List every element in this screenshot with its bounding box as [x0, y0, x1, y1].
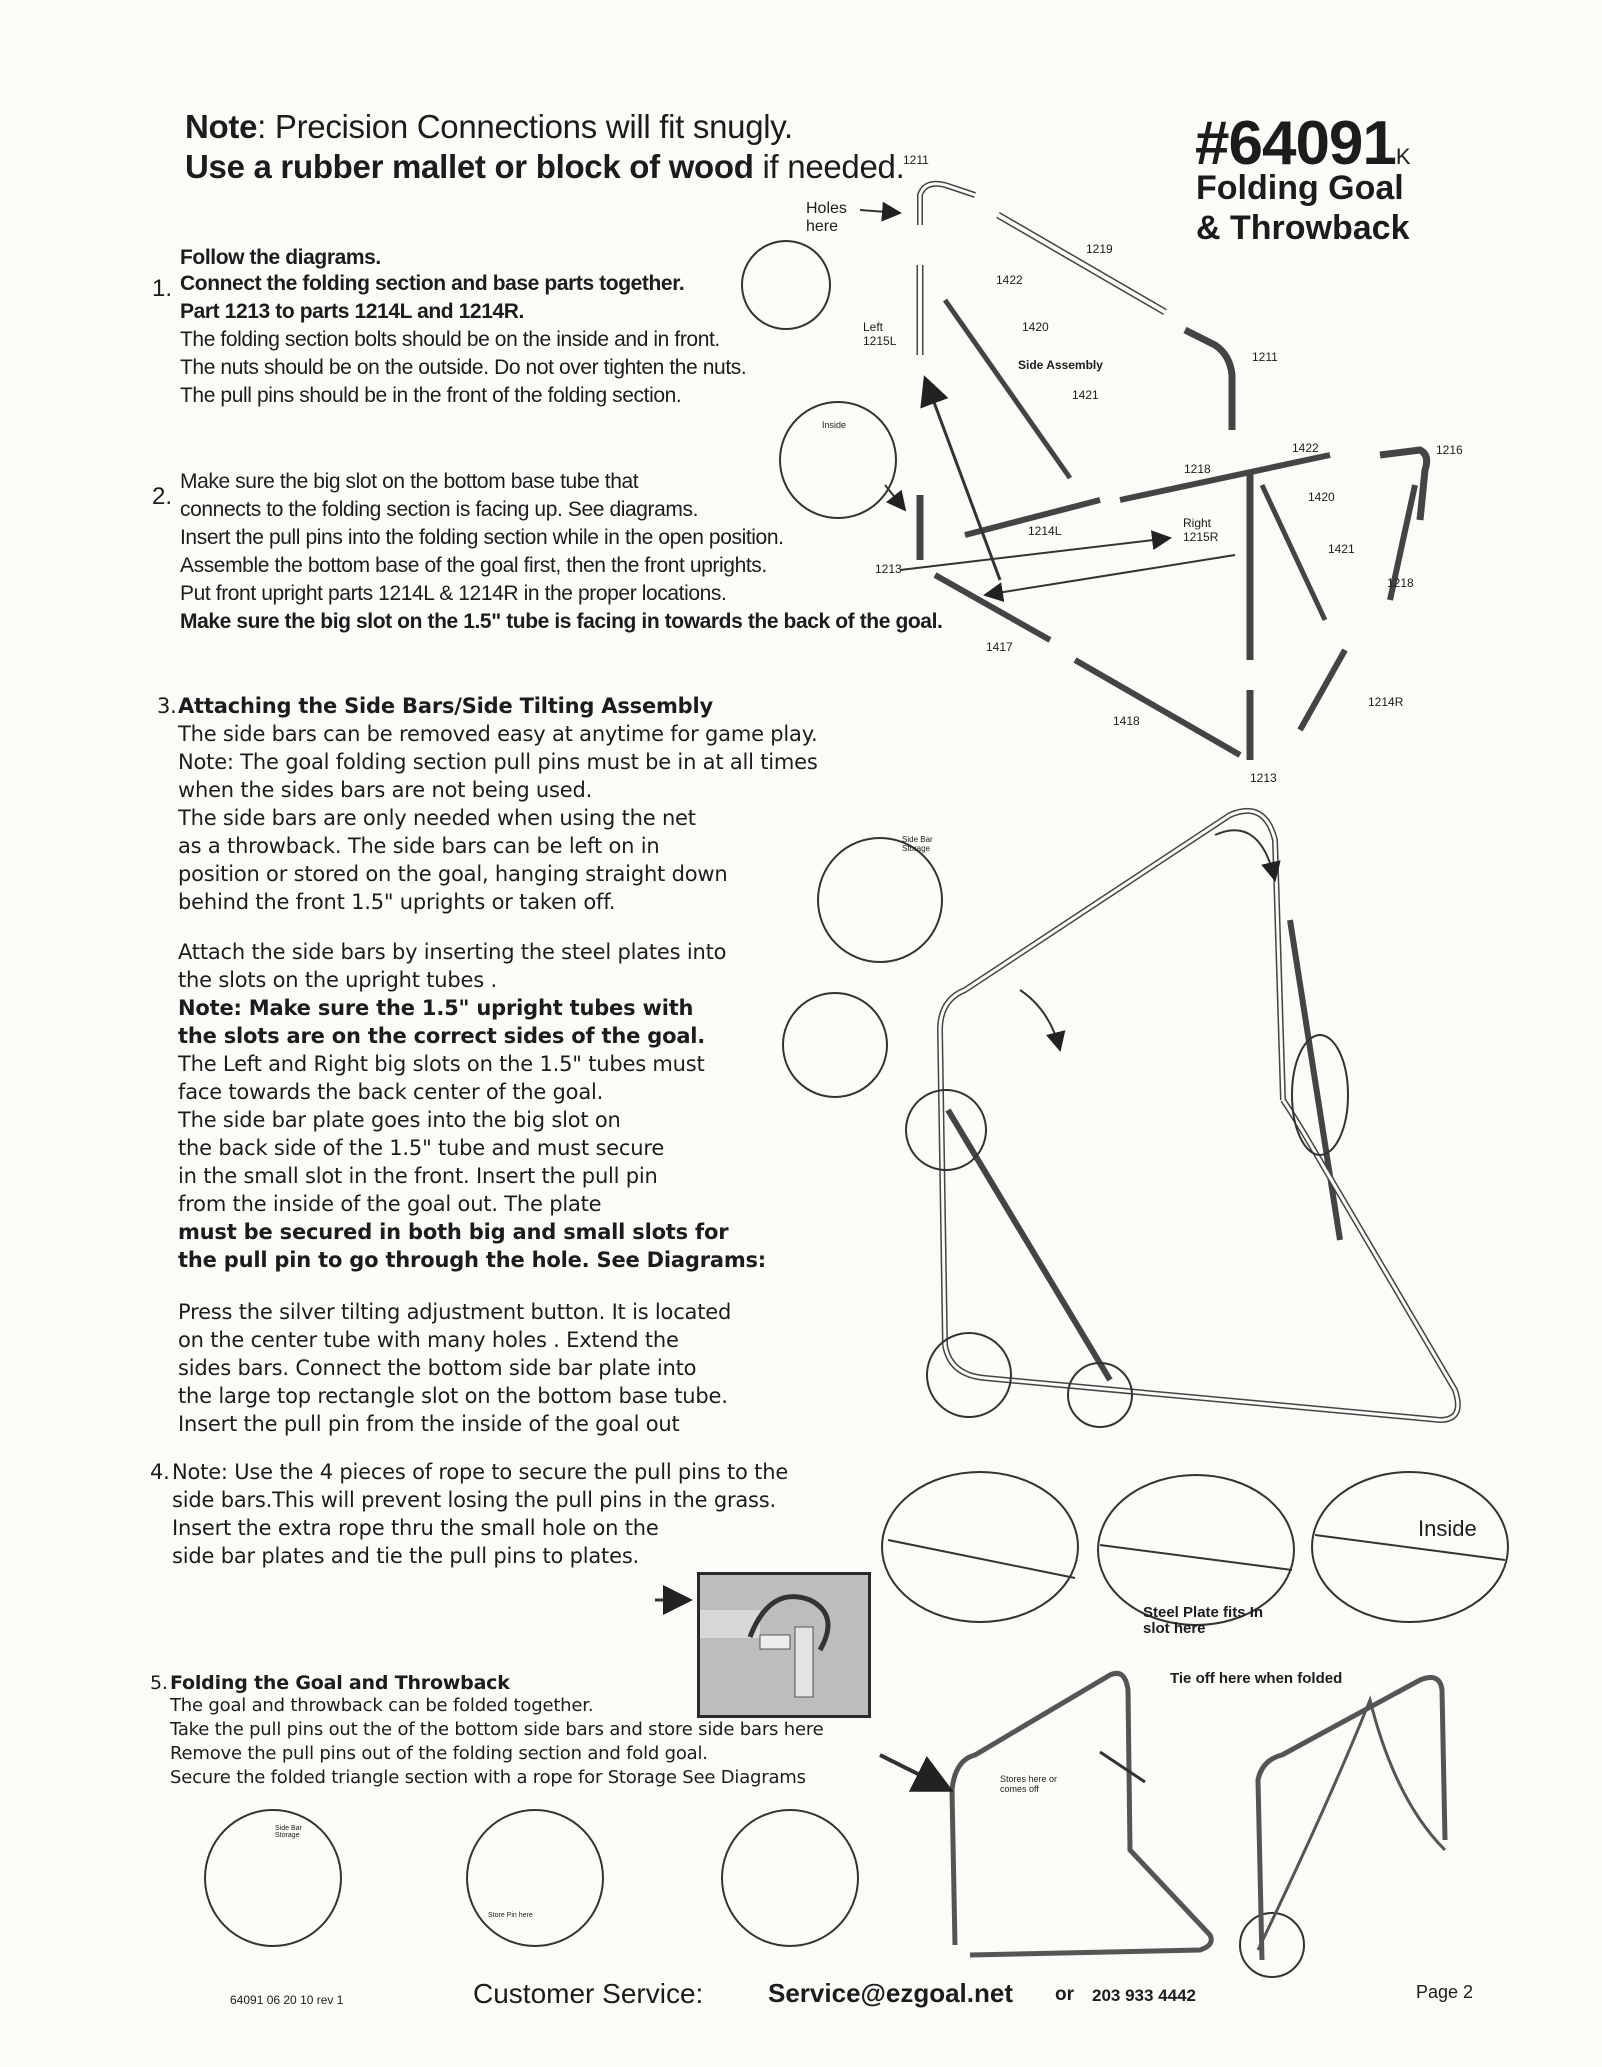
step3-line: face towards the back center of the goal. [178, 1080, 604, 1104]
label-left-1215l: Left 1215L [863, 320, 897, 348]
step1-line: The nuts should be on the outside. Do not over tighten the nuts. [180, 356, 747, 379]
step3-line: behind the front 1.5" uprights or taken off. [178, 890, 616, 914]
label-side-bar-storage-2: Side Bar Storage [275, 1825, 302, 1839]
step1-line: Part 1213 to parts 1214L and 1214R. [180, 300, 524, 323]
step3-line: position or stored on the goal, hanging straight down [178, 862, 728, 886]
step2-line: Insert the pull pins into the folding section while in the open position. [180, 526, 784, 549]
step3-line: must be secured in both big and small slots for [178, 1220, 729, 1244]
step3-line: the back side of the 1.5" tube and must secure [178, 1136, 665, 1160]
label-1213a: 1213 [875, 562, 902, 576]
step3-line: when the sides bars are not being used. [178, 778, 593, 802]
step4-line: side bar plates and tie the pull pins to plates. [172, 1544, 640, 1568]
step4-line: Insert the extra rope thru the small hole on the [172, 1516, 659, 1540]
label-1213b: 1213 [1250, 771, 1277, 785]
step5-number: 5. [150, 1672, 168, 1694]
label-steel-plate: Steel Plate fits In slot here [1143, 1604, 1264, 1637]
step4-line: Note: Use the 4 pieces of rope to secure the pull pins to the [172, 1460, 789, 1484]
step3-line: the pull pin to go through the hole. See Diagrams: [178, 1248, 766, 1272]
label-1418: 1418 [1113, 714, 1140, 728]
mallet-bold: Use a rubber mallet or block of wood [185, 148, 754, 185]
footer-doc-id: 64091 06 20 10 rev 1 [230, 1993, 344, 2007]
step3-line: Attach the side bars by inserting the steel plates into [178, 940, 727, 964]
step1-intro: Follow the diagrams. [180, 246, 381, 269]
label-1421a: 1421 [1072, 388, 1099, 402]
step3-line: Insert the pull pin from the inside of the goal out [178, 1412, 680, 1436]
product-name-1: Folding Goal [1196, 169, 1404, 207]
label-1421b: 1421 [1328, 542, 1355, 556]
step3-line: sides bars. Connect the bottom side bar plate into [178, 1356, 697, 1380]
step3-line: Note: The goal folding section pull pins must be in at all times [178, 750, 818, 774]
note-text: : Precision Connections will fit snugly. [257, 108, 793, 145]
product-number-text: #64091 [1195, 109, 1396, 178]
step3-line: the slots are on the correct sides of the goal. [178, 1024, 706, 1048]
product-name-2: & Throwback [1196, 209, 1410, 247]
step3-line: The side bar plate goes into the big slot on [178, 1108, 621, 1132]
label-1422b: 1422 [1292, 441, 1319, 455]
label-side-bar-storage: Side Bar Storage [902, 835, 933, 853]
footer-phone: 203 933 4442 [1092, 1986, 1196, 2005]
step4-number: 4. [150, 1460, 170, 1484]
label-1216: 1216 [1436, 443, 1463, 457]
label-side-assembly: Side Assembly [1018, 358, 1103, 372]
step5-heading: Folding the Goal and Throwback [170, 1672, 510, 1694]
label-inside-small: Inside [822, 420, 847, 430]
step3-line: Note: Make sure the 1.5" upright tubes with [178, 996, 694, 1020]
label-1211b: 1211 [1252, 350, 1278, 364]
step3-line: The Left and Right big slots on the 1.5" tubes must [178, 1052, 705, 1076]
label-1219: 1219 [1086, 242, 1113, 256]
step2-line: Put front upright parts 1214L & 1214R in the proper locations. [180, 582, 727, 605]
label-1218b: 1218 [1387, 576, 1414, 590]
mallet-rest: if needed. [753, 148, 905, 185]
product-suffix: K [1395, 144, 1410, 169]
label-holes-here: Holes here [806, 200, 847, 235]
label-1214l: 1214L [1028, 524, 1062, 538]
note-label: Note [185, 108, 258, 145]
step2-line: Make sure the big slot on the 1.5" tube is facing in towards the back of the goal. [180, 610, 943, 633]
step2-number: 2. [152, 483, 173, 510]
step3-line: in the small slot in the front. Insert the pull pin [178, 1164, 658, 1188]
step1-line: The pull pins should be in the front of the folding section. [180, 384, 682, 407]
label-1211a: 1211 [903, 153, 929, 167]
step2-line: connects to the folding section is facing up. See diagrams. [180, 498, 699, 521]
step3-line: on the center tube with many holes . Extend the [178, 1328, 679, 1352]
step3-line: from the inside of the goal out. The plate [178, 1192, 602, 1216]
footer-cs-label: Customer Service: [473, 1978, 704, 2009]
step3-line: The side bars are only needed when using the net [178, 806, 696, 830]
label-1417: 1417 [986, 640, 1013, 654]
label-inside-big: Inside [1418, 1516, 1477, 1541]
footer-or: or [1055, 1984, 1074, 2005]
step3-line: The side bars can be removed easy at anytime for game play. [178, 722, 818, 746]
step3-line: as a throwback. The side bars can be left on in [178, 834, 660, 858]
label-1218a: 1218 [1184, 462, 1211, 476]
label-1422a: 1422 [996, 273, 1023, 287]
step2-line: Assemble the bottom base of the goal first, then the front uprights. [180, 554, 767, 577]
label-1420a: 1420 [1022, 320, 1049, 334]
step4-line: side bars.This will prevent losing the pull pins in the grass. [172, 1488, 777, 1512]
step1-number: 1. [152, 275, 173, 302]
step5-line: Take the pull pins out the of the bottom side bars and store side bars here [170, 1719, 824, 1740]
label-right-1215r: Right 1215R [1183, 516, 1219, 544]
label-tie-off: Tie off here when folded [1170, 1670, 1343, 1687]
step1-line: The folding section bolts should be on the inside and in front. [180, 328, 720, 351]
step5-line: Remove the pull pins out of the folding section and fold goal. [170, 1743, 708, 1764]
label-store-pin-here: Store Pin here [488, 1912, 533, 1919]
step3-line: the large top rectangle slot on the bottom base tube. [178, 1384, 728, 1408]
step2-line: Make sure the big slot on the bottom base tube that [180, 470, 639, 493]
step3-line: the slots on the upright tubes . [178, 968, 497, 992]
footer-email[interactable]: Service@ezgoal.net [768, 1978, 1014, 2008]
step5-line: The goal and throwback can be folded together. [170, 1695, 594, 1716]
label-1214r: 1214R [1368, 695, 1404, 709]
footer-page-number: Page 2 [1416, 1982, 1474, 2002]
label-1420b: 1420 [1308, 490, 1335, 504]
step3-heading: Attaching the Side Bars/Side Tilting Assembly [178, 694, 714, 718]
step1-line: Connect the folding section and base parts together. [180, 272, 685, 295]
step3-line: Press the silver tilting adjustment button. It is located [178, 1300, 732, 1324]
step5-line: Secure the folded triangle section with a rope for Storage See Diagrams [170, 1767, 806, 1788]
step3-number: 3. [157, 694, 177, 718]
label-stores-here: Stores here or comes off [1000, 1774, 1058, 1794]
